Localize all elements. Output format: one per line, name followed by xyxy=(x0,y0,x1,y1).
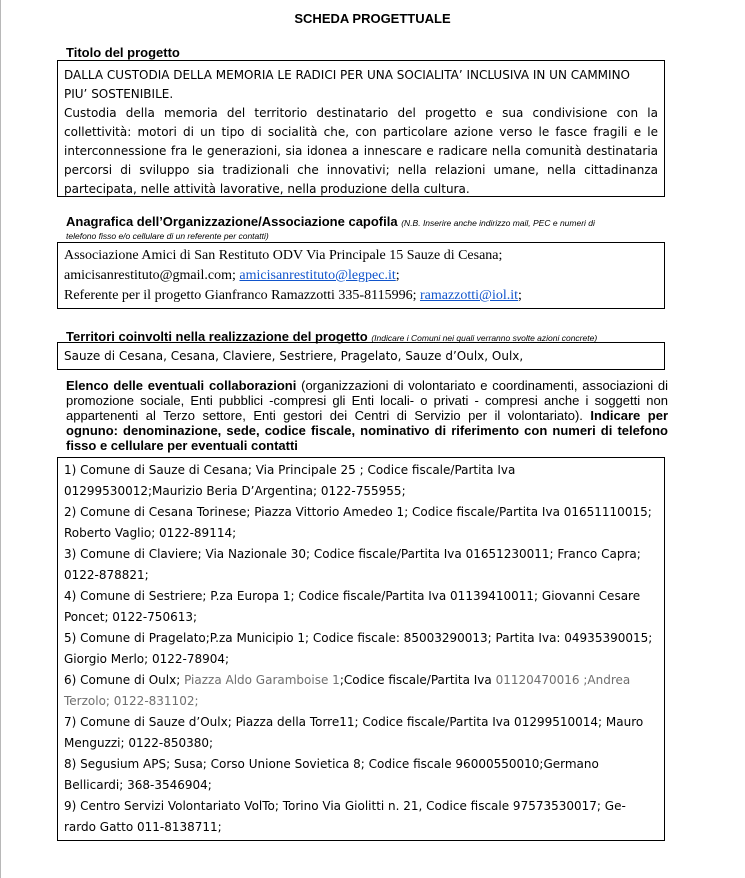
list-item: 1) Comune di Sauze di Cesana; Via Principale 25 ; Codice fiscale/Partita Iva xyxy=(64,463,516,477)
territori-box xyxy=(57,342,665,370)
titolo-box xyxy=(57,60,665,197)
list-item xyxy=(64,670,658,691)
referente-email-link[interactable]: ramazzotti@iol.it xyxy=(419,288,518,303)
page-title: SCHEDA PROGETTUALE xyxy=(294,11,451,26)
list-item: 7) Comune di Sauze d’Oulx; Piazza della Torre11; Codice fiscale/Partita Iva 01299510014; Mauro xyxy=(64,715,644,729)
oulx-cf-label: ;Codice fiscale/Partita Iva xyxy=(339,673,496,687)
anagrafica-address: Associazione Amici di San Restituto ODV Via Principale 15 Sauze di Cesana; xyxy=(64,248,503,263)
collaborazioni-instructions: Indicare per ognuno: denominazione, sede, codice fiscale, nominativo di riferimento con numeri di telefono fisso e cellulare per eventuali contatti xyxy=(66,408,669,453)
pec-link[interactable]: amicisanrestituto@legpec.it xyxy=(239,268,396,283)
list-item: 3) Comune di Claviere; Via Nazionale 30; Codice fiscale/Partita Iva 01651230011; Franco Capra; xyxy=(64,547,641,561)
anagrafica-email: amicisanrestituto@gmail.com; xyxy=(64,268,236,283)
collaborazioni-intro xyxy=(66,378,668,453)
list-item: Poncet; 0122-750613; xyxy=(64,610,198,624)
oulx-address: Piazza Aldo Garamboise 1 xyxy=(184,673,340,687)
list-item: Menguzzi; 0122-850380; xyxy=(64,736,214,750)
list-item: 2) Comune di Cesana Torinese; Piazza Vittorio Amedeo 1; Codice fiscale/Partita Iva 01651110015; xyxy=(64,505,652,519)
oulx-name: 6) Comune di Oulx; xyxy=(64,673,185,687)
anagrafica-referente xyxy=(64,286,658,306)
list-item: Terzolo; 0122-831102; xyxy=(64,694,199,708)
list-item: Giorgio Merlo; 0122-78904; xyxy=(64,652,230,666)
anagrafica-note-2: telefono fisso e/o cellulare di un referente per contatti) xyxy=(66,231,269,241)
list-item: 8) Segusium APS; Susa; Corso Unione Sovietica 8; Codice fiscale 96000550010;Germano xyxy=(64,757,599,771)
titolo-line-1: DALLA CUSTODIA DELLA MEMORIA LE RADICI PER UNA SOCIALITA’ INCLUSIVA IN UN CAMMINO xyxy=(64,68,630,82)
list-item: 0122-878821; xyxy=(64,568,149,582)
anagrafica-box xyxy=(57,242,665,309)
territori-heading: Territori coinvolti nella realizzazione del progetto xyxy=(66,329,368,344)
list-item: Bellicardi; 368-3546904; xyxy=(64,778,212,792)
anagrafica-heading: Anagrafica dell’Organizzazione/Associazione capofila xyxy=(66,214,398,229)
anagrafica-emails xyxy=(64,266,658,286)
section-heading-anagrafica xyxy=(66,214,595,231)
list-item: rardo Gatto 011-8138711; xyxy=(64,820,222,834)
section-heading-titolo: Titolo del progetto xyxy=(66,45,180,60)
list-item: 5) Comune di Pragelato;P.za Municipio 1; Codice fiscale: 85003290013; Partita Iva: 04935390015; xyxy=(64,631,653,645)
titolo-description: Custodia della memoria del territorio destinatario del progetto e sua condivisione con la collettività: motori di un tipo di socialità che, con particolare azione verso le fasce fragili e le interconnessione fra le generazioni, sia idonea a innescare e radicare nella comunità destinataria percorsi di sviluppo sia tradizionali che innovativi; nella relazioni umane, nella cittadinanza partecipata, nelle attività lavorative, nella produzione della cultura. xyxy=(64,106,658,196)
list-item: Roberto Vaglio; 0122-89114; xyxy=(64,526,237,540)
page-edge xyxy=(0,0,1,878)
list-item: 9) Centro Servizi Volontariato VolTo; Torino Via Giolitti n. 21, Codice fiscale 97573530017; Ge- xyxy=(64,799,626,813)
collaborazioni-box xyxy=(57,457,665,841)
titolo-line-2: PIU’ SOSTENIBILE. xyxy=(64,87,174,101)
pec-after: ; xyxy=(395,268,400,283)
collaborazioni-description: (organizzazioni di volontariato e coordinamenti, associazioni di promozione sociale, Enti pubblici -compresi gli Enti locali- o privati - compresi anche i soggetti non appartenenti al Terzo settore, Enti gestori dei Centri di Servizio per il volontariato). xyxy=(66,378,668,423)
ref-after: ; xyxy=(518,288,522,303)
territori-text: Sauze di Cesana, Cesana, Claviere, Sestriere, Pragelato, Sauze d’Oulx, Oulx, xyxy=(64,349,524,363)
list-item: 01299530012;Maurizio Beria D’Argentina; 0122-755955; xyxy=(64,484,406,498)
list-item: 4) Comune di Sestriere; P.za Europa 1; Codice fiscale/Partita Iva 01139410011; Giovanni Cesare xyxy=(64,589,641,603)
anagrafica-note: (N.B. Inserire anche indirizzo mail, PEC e numeri di xyxy=(401,218,595,228)
territori-note: (Indicare i Comuni nei quali verranno svolte azioni concrete) xyxy=(371,333,598,343)
oulx-cf-value: 01120470016 ;Andrea xyxy=(495,673,631,687)
referente-text: Referente per il progetto Gianfranco Ramazzotti 335-8115996; xyxy=(64,288,417,303)
collaborazioni-heading: Elenco delle eventuali collaborazioni xyxy=(66,378,297,393)
